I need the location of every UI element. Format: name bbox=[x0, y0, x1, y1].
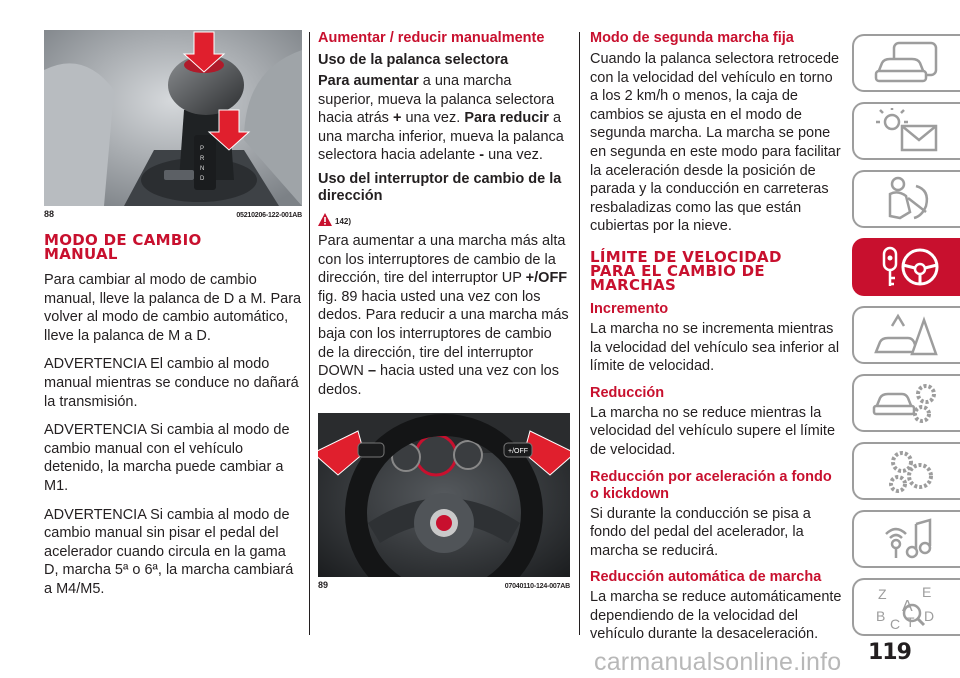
tab-starting-driving[interactable] bbox=[852, 238, 960, 296]
safety-icon bbox=[872, 176, 942, 222]
column-divider bbox=[579, 32, 580, 635]
starting-driving-icon bbox=[872, 244, 942, 290]
text: una vez. bbox=[401, 110, 465, 127]
bold-text: Para aumentar bbox=[318, 73, 419, 89]
text: una vez. bbox=[484, 147, 543, 164]
figure-88-gear-lever-photo bbox=[44, 30, 302, 206]
svg-text:D: D bbox=[200, 176, 205, 182]
dashboard-lights-icon bbox=[872, 108, 942, 154]
index-letter: A bbox=[902, 598, 913, 615]
figure-caption bbox=[318, 580, 570, 590]
heading-reduccion: Reducción bbox=[590, 384, 665, 401]
heading-auto-downshift: Reducción automática de marcha bbox=[590, 569, 822, 586]
text: hacia usted una vez con los dedos. bbox=[318, 363, 559, 398]
figure-number: 88 bbox=[44, 209, 55, 219]
warning-paragraph: ADVERTENCIA El cambio al modo manual mientras se conduce no dañará la transmisión. bbox=[44, 356, 299, 410]
tab-dashboard-lights[interactable] bbox=[852, 102, 960, 160]
index-icon bbox=[872, 583, 942, 631]
svg-text:R: R bbox=[200, 156, 205, 162]
paragraph-selector-lever bbox=[318, 72, 570, 165]
heading-manual-shift: Aumentar / reducir manualmente bbox=[318, 30, 545, 46]
emergency-icon bbox=[872, 312, 942, 358]
technical-data-icon bbox=[872, 448, 942, 494]
column-divider bbox=[309, 32, 310, 635]
text: fig. 89 hacia usted una vez con los dedos. Para reducir a una marcha más baja con los interruptores de cambio de la dirección, tire del interruptor DOWN bbox=[318, 288, 569, 380]
car-info-icon bbox=[872, 41, 942, 85]
index-letter: T bbox=[906, 614, 915, 630]
subheading-selector-lever: Uso de la palanca selectora bbox=[318, 52, 509, 68]
tab-multimedia[interactable] bbox=[852, 510, 960, 568]
paragraph: Para cambiar al modo de cambio manual, lleve la palanca de D a M. Para volver al modo de cambio automático, lleve la palanca de M a D. bbox=[44, 272, 302, 344]
column-middle bbox=[318, 30, 570, 590]
column-right bbox=[590, 30, 842, 644]
text: a una marcha inferior, mueva la palanca selectora hacia adelante bbox=[318, 110, 564, 164]
index-letter: E bbox=[922, 584, 932, 600]
warning-ref-number: 142) bbox=[335, 216, 352, 226]
watermark-text: carmanualsonline.info bbox=[594, 648, 842, 676]
multimedia-icon bbox=[872, 516, 942, 562]
paragraph-kickdown: Si durante la conducción se pisa a fondo del pedal del acelerador, la marcha se reducirá. bbox=[590, 505, 811, 559]
figure-caption bbox=[44, 209, 302, 219]
heading-kickdown: Reducción por aceleración a fondo o kickdown bbox=[590, 468, 832, 502]
text: a una marcha superior, mueva la palanca selectora hacia atrás bbox=[318, 73, 555, 127]
page-number: 119 bbox=[868, 640, 911, 665]
switch-label: +/OFF bbox=[508, 448, 529, 456]
paragraph-incremento: La marcha no se incrementa mientras la velocidad del vehículo sea inferior al límite de velocidad. bbox=[590, 320, 840, 375]
figure-number: 89 bbox=[318, 580, 329, 591]
section-title-manual-mode: MODO DE CAMBIO MANUAL bbox=[44, 231, 202, 263]
subheading-steering-switch: Uso del interruptor de cambio de la dirección bbox=[318, 170, 562, 204]
index-letter: D bbox=[924, 608, 935, 624]
bold-text: +/OFF bbox=[525, 270, 568, 287]
paragraph-auto-downshift: La marcha se reduce automáticamente dependiendo de la velocidad del vehículo durante la desaceleración. bbox=[590, 589, 842, 643]
tab-emergency[interactable] bbox=[852, 306, 960, 364]
tab-safety[interactable] bbox=[852, 170, 960, 228]
warning-paragraph: ADVERTENCIA Si cambia al modo de cambio manual con el vehículo detenido, la marcha puede cambiar a M1. bbox=[44, 422, 290, 494]
tab-car-info[interactable] bbox=[852, 34, 960, 92]
paragraph-reduccion: La marcha no se reduce mientras la velocidad del vehículo supere el límite de velocidad. bbox=[590, 404, 836, 458]
bold-text: Para reducir bbox=[464, 110, 549, 127]
tab-index[interactable] bbox=[852, 578, 960, 636]
warning-paragraph: ADVERTENCIA Si cambia al modo de cambio manual sin pisar el pedal del acelerador cuando circula en la gama D, marcha 5ª o 6ª, la marcha cambiará a M4/M5. bbox=[44, 506, 294, 597]
maintenance-icon bbox=[872, 380, 942, 426]
section-title-speed-limit: LÍMITE DE VELOCIDAD PARA EL CAMBIO DE MARCHAS bbox=[590, 247, 782, 294]
bold-text: – bbox=[367, 363, 377, 380]
text: Para aumentar a una marcha más alta con los interruptores de cambio de la dirección, tire del interruptor UP bbox=[318, 232, 566, 287]
figure-89-steering-wheel-photo bbox=[318, 413, 570, 577]
index-letter: Z bbox=[878, 586, 887, 602]
svg-text:N: N bbox=[200, 166, 205, 172]
paragraph-steering-switch bbox=[318, 232, 570, 399]
warning-triangle-icon bbox=[318, 213, 332, 226]
paragraph-fixed-second-gear: Cuando la palanca selectora retrocede con la velocidad del vehículo en torno a los 2 km/h o menos, la caja de cambios se ajusta en el modo de segunda marcha. La marcha se pone en segunda en este modo para facilitar la aceleración desde la posición de parada y la conducción en carreteras resbaladizas como las que están cubiertas por la nieve. bbox=[590, 51, 841, 235]
tab-technical-data[interactable] bbox=[852, 442, 960, 500]
figure-code: 07040110-124-007AB bbox=[504, 583, 570, 591]
tab-maintenance[interactable] bbox=[852, 374, 960, 432]
column-left bbox=[44, 30, 302, 599]
heading-incremento: Incremento bbox=[590, 300, 669, 317]
figure-code: 05210206-122-001AB bbox=[236, 212, 302, 219]
svg-text:P: P bbox=[200, 146, 205, 152]
heading-fixed-second-gear: Modo de segunda marcha fija bbox=[590, 30, 794, 46]
index-letter: B bbox=[876, 608, 886, 624]
index-letter: C bbox=[890, 616, 901, 631]
bold-text: + bbox=[392, 110, 402, 127]
bold-text: - bbox=[479, 147, 485, 164]
warning-reference bbox=[318, 208, 570, 226]
